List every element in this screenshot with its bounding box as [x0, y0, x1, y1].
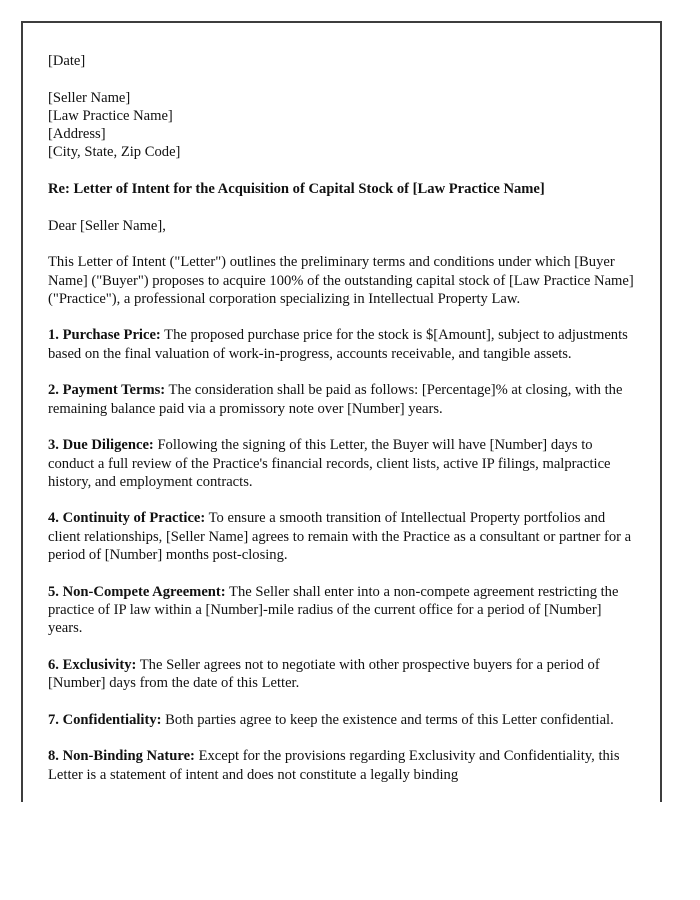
term-label: 3. Due Diligence: [48, 437, 154, 454]
term-paragraph-purchase-price [48, 326, 636, 363]
term-text: Following the signing of this Letter, the Buyer will have [Number] days to conduct a full review of the Practice's financial records, client lists, active IP filings, malpractice history, and employment contracts. [48, 437, 611, 490]
recipient-city-state-zip: [City, State, Zip Code] [48, 144, 181, 161]
term-text: Both parties agree to keep the existence and terms of this Letter confidential. [161, 711, 614, 728]
term-text: The Seller agrees not to negotiate with other prospective buyers for a period of [Number] days from the date of this Letter. [48, 656, 600, 692]
term-label: 7. Confidentiality: [48, 711, 162, 728]
term-paragraph-non-binding-nature [48, 747, 636, 784]
term-paragraph-exclusivity [48, 656, 636, 693]
term-label: 2. Payment Terms: [48, 382, 166, 399]
salutation: Dear [Seller Name], [48, 217, 166, 234]
term-paragraph-continuity-of-practice [48, 509, 636, 564]
recipient-seller-name: [Seller Name] [48, 89, 131, 106]
subject-line: Re: Letter of Intent for the Acquisition of Capital Stock of [Law Practice Name] [48, 181, 545, 198]
term-label: 5. Non-Compete Agreement: [48, 583, 226, 600]
term-text: Except for the provisions regarding Exclusivity and Confidentiality, this Letter is a statement of intent and does not constitute a legally binding [48, 748, 620, 783]
recipient-address: [Address] [48, 126, 106, 143]
term-paragraph-due-diligence [48, 436, 636, 491]
term-paragraph-confidentiality [48, 711, 636, 729]
term-paragraph-non-compete [48, 583, 636, 638]
term-text: The Seller shall enter into a non-compete agreement restricting the practice of IP law within a [Number]-mile radius of the current office for a period of [Number] years. [48, 583, 619, 637]
term-text: To ensure a smooth transition of Intellectual Property portfolios and client relationships, [Seller Name] agrees to remain with the Practice as a consultant or partner for a period of [Number] months post-closing. [48, 510, 632, 564]
letter-page [21, 21, 662, 802]
term-label: 1. Purchase Price: [48, 327, 161, 344]
term-paragraph-payment-terms [48, 381, 636, 418]
term-label: 4. Continuity of Practice: [48, 510, 206, 527]
date-line: [Date] [48, 53, 86, 69]
term-label: 8. Non-Binding Nature: [48, 748, 195, 765]
recipient-practice-name: [Law Practice Name] [48, 107, 173, 124]
term-text: The consideration shall be paid as follows: [Percentage]% at closing, with the remaining balance paid via a promissory note over [Number] years. [48, 382, 623, 417]
recipient-block [48, 89, 636, 162]
term-text: The proposed purchase price for the stock is $[Amount], subject to adjustments based on the final valuation of work-in-progress, accounts receivable, and tangible assets. [48, 327, 628, 362]
intro-paragraph: This Letter of Intent ("Letter") outlines the preliminary terms and conditions under which [Buyer Name] ("Buyer") proposes to acquire 100% of the outstanding capital stock of [Law Practice Name] ("Practice"), a professional corporation specializing in Intellectual Property Law. [48, 254, 634, 307]
term-label: 6. Exclusivity: [48, 656, 137, 673]
